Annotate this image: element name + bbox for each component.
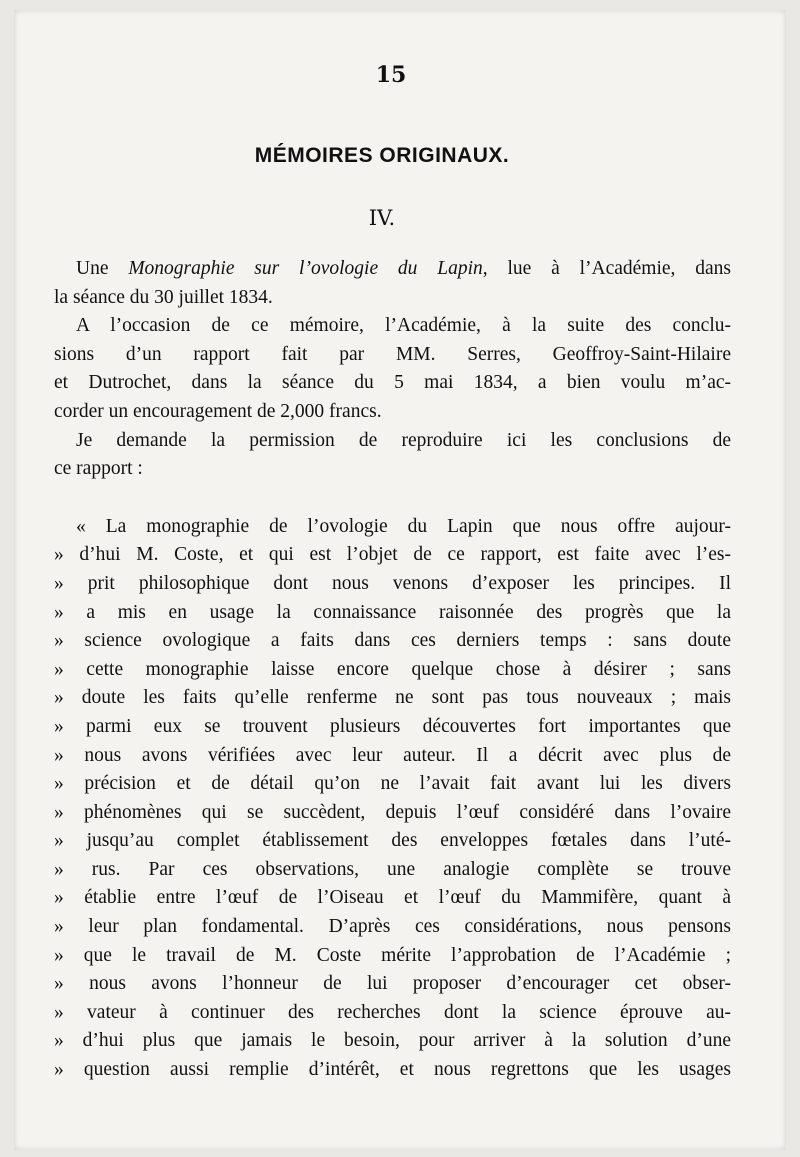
quote-line: » cette monographie laisse encore quelque chose à désirer ; sans: [54, 658, 731, 680]
quote-line: » nous avons vérifiées avec leur auteur. Il a décrit avec plus de: [54, 744, 731, 766]
quote-line: » science ovologique a faits dans ces derniers temps : sans doute: [54, 630, 731, 652]
text-line: A l’occasion de ce mémoire, l’Académie, à la suite des conclu-: [76, 315, 731, 337]
text-line: Une Monographie sur l’ovologie du Lapin, lue à l’Académie, dans: [76, 258, 731, 279]
text-line: ce rapport :: [54, 458, 143, 480]
quote-line: » rus. Par ces observations, une analogie complète se trouve: [54, 858, 731, 880]
quote-line: » nous avons l’honneur de lui proposer d’encourager cet obser-: [54, 973, 731, 995]
quote-line: » parmi eux se trouvent plusieurs découvertes fort importantes que: [54, 715, 731, 737]
quote-line: » doute les faits qu’elle renferme ne sont pas tous nouveaux ; mais: [54, 687, 731, 709]
page-heading: MÉMOIRES ORIGINAUX.: [254, 144, 510, 167]
quote-line: » établie entre l’œuf de l’Oiseau et l’œuf du Mammifère, quant à: [54, 887, 731, 909]
page-number: 15: [375, 62, 407, 88]
quote-line: » phénomènes qui se succèdent, depuis l’œuf considéré dans l’ovaire: [54, 801, 731, 823]
quote-line: » question aussi remplie d’intérêt, et nous regrettons que les usages: [54, 1059, 731, 1081]
section-numeral: IV.: [368, 206, 396, 230]
text-line: la séance du 30 juillet 1834.: [54, 286, 273, 308]
body-text: [54, 255, 731, 1085]
quote-line: » jusqu’au complet établissement des enveloppes fœtales dans l’uté-: [54, 830, 731, 852]
quote-line: » vateur à continuer des recherches dont la science éprouve au-: [54, 1001, 731, 1023]
text-line: Je demande la permission de reproduire ici les conclusions de: [76, 429, 731, 451]
paragraph-gap: [54, 484, 731, 513]
text-line: sions d’un rapport fait par MM. Serres, Geoffroy-Saint-Hilaire: [54, 343, 731, 365]
quote-line: » prit philosophique dont nous venons d’exposer les principes. Il: [54, 572, 731, 594]
quote-line: » précision et de détail qu’on ne l’avait fait avant lui les divers: [54, 773, 731, 795]
quote-line: » leur plan fondamental. D’après ces considérations, nous pensons: [54, 916, 731, 938]
book-page: [14, 10, 786, 1150]
text-line: et Dutrochet, dans la séance du 5 mai 1834, a bien voulu m’ac-: [54, 372, 731, 394]
quote-line: » a mis en usage la connaissance raisonnée des progrès que la: [54, 601, 731, 623]
quote-line: » que le travail de M. Coste mérite l’approbation de l’Académie ;: [54, 944, 731, 966]
quote-line: » d’hui M. Coste, et qui est l’objet de ce rapport, est faite avec l’es-: [54, 544, 731, 566]
text-line: corder un encouragement de 2,000 francs.: [54, 400, 382, 422]
quote-line: « La monographie de l’ovologie du Lapin que nous offre aujour-: [76, 515, 731, 537]
quote-line: » d’hui plus que jamais le besoin, pour arriver à la solution d’une: [54, 1030, 731, 1052]
